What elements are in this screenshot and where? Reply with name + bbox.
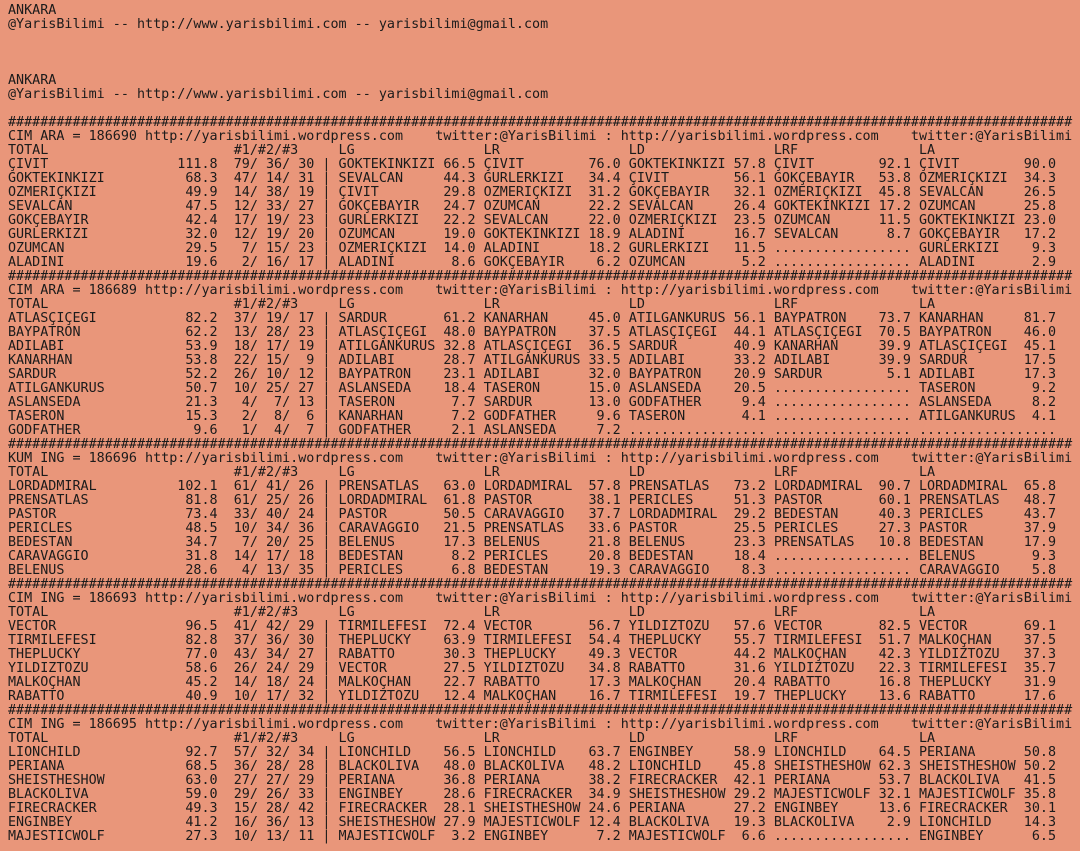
table-header: TOTAL #1/#2/#3 LG LR LD LRF LA — [8, 298, 936, 312]
table-row: GÖKÇEBAYIR 42.4 17/ 19/ 23 | GÜRLERKIZI 22.2 SEVALCAN 22.0 ÖZMERIÇKIZI 23.5 ÖZÜMCAN 11.5 GÖKTEKINKIZI 23.0 — [8, 214, 1057, 228]
table-row: RABATTO 40.9 10/ 17/ 32 | YILDIZTOZU 12.4 MALKOÇHAN 16.7 TIRMILEFESI 19.7 THEPLUCKY 13.6 RABATTO 17.6 — [8, 690, 1057, 704]
table-row: ÖZMERIÇKIZI 49.9 14/ 38/ 19 | ÇIVIT 29.8 ÖZMERIÇKIZI 31.2 GÖKÇEBAYIR 32.1 ÖZMERIÇKIZI 45.8 SEVALCAN 26.5 — [8, 186, 1057, 200]
masthead-contact: @YarisBilimi -- http://www.yarisbilimi.com -- yarisbilimi@gmail.com — [8, 88, 549, 102]
table-row: ENGINBEY 41.2 16/ 36/ 13 | SHEISTHESHOW 27.9 MAJESTICWOLF 12.4 BLACKOLIVA 19.3 BLACKOLIVA 2.9 LIONCHILD 14.3 — [8, 816, 1057, 830]
table-row: TIRMILEFESI 82.8 37/ 36/ 30 | THEPLUCKY 63.9 TIRMILEFESI 54.4 THEPLUCKY 55.7 TIRMILEFESI 51.7 MALKOÇHAN 37.5 — [8, 634, 1057, 648]
masthead-contact: @YarisBilimi -- http://www.yarisbilimi.com -- yarisbilimi@gmail.com — [8, 18, 549, 32]
table-row: LORDADMIRAL 102.1 61/ 41/ 26 | PRENSATLAS 63.0 LORDADMIRAL 57.8 PRENSATLAS 73.2 LORDADMIRAL 90.7 LORDADMIRAL 65.8 — [8, 480, 1057, 494]
blank-line — [8, 32, 1080, 46]
table-row: GÜRLERKIZI 32.0 12/ 19/ 20 | ÖZÜMCAN 19.0 GÖKTEKINKIZI 18.9 ALADINI 16.7 SEVALCAN 8.7 GÖKÇEBAYIR 17.2 — [8, 228, 1057, 242]
table-row: MALKOÇHAN 45.2 14/ 18/ 24 | MALKOÇHAN 22.7 RABATTO 17.3 MALKOÇHAN 20.4 RABATTO 16.8 THEPLUCKY 31.9 — [8, 676, 1057, 690]
table-row: SARDUR 52.2 26/ 10/ 12 | BAYPATRON 23.1 ADILABI 32.0 BAYPATRON 20.9 SARDUR 5.1 ADILABI 17.3 — [8, 368, 1057, 382]
separator-line: #################################################################################################################################### — [8, 438, 1073, 452]
block-title: CIM ING = 186695 http://yarisbilimi.wordpress.com twitter:@YarisBilimi : http://yarisbilimi.wordpress.com twitter:@YarisBilimi — [8, 718, 1073, 732]
table-row: VECTOR 96.5 41/ 42/ 29 | TIRMILEFESI 72.4 VECTOR 56.7 YILDIZTOZU 57.6 VECTOR 82.5 VECTOR 69.1 — [8, 620, 1057, 634]
table-row: PERICLES 48.5 10/ 34/ 36 | CARAVAGGIO 21.5 PRENSATLAS 33.6 PASTOR 25.5 PERICLES 27.3 PASTOR 37.9 — [8, 522, 1057, 536]
table-row: PERIANA 68.5 36/ 28/ 28 | BLACKOLIVA 48.0 BLACKOLIVA 48.2 LIONCHILD 45.8 SHEISTHESHOW 62.3 SHEISTHESHOW 50.2 — [8, 760, 1057, 774]
stats-block — [8, 116, 1080, 270]
table-header: TOTAL #1/#2/#3 LG LR LD LRF LA — [8, 144, 936, 158]
block-title: CIM ING = 186693 http://yarisbilimi.wordpress.com twitter:@YarisBilimi : http://yarisbilimi.wordpress.com twitter:@YarisBilimi — [8, 592, 1073, 606]
table-row: BLACKOLIVA 59.0 29/ 26/ 33 | ENGINBEY 28.6 FIRECRACKER 34.9 SHEISTHESHOW 29.2 MAJESTICWOLF 32.1 MAJESTICWOLF 35.8 — [8, 788, 1057, 802]
table-row: CARAVAGGIO 31.8 14/ 17/ 18 | BEDESTAN 8.2 PERICLES 20.8 BEDESTAN 18.4 ................. BELENUS 9.3 — [8, 550, 1057, 564]
stats-block — [8, 578, 1080, 704]
blank-line — [8, 60, 1080, 74]
table-row: PASTOR 73.4 33/ 40/ 24 | PASTOR 50.5 CARAVAGGIO 37.7 LORDADMIRAL 29.2 BEDESTAN 40.3 PERICLES 43.7 — [8, 508, 1057, 522]
separator-line: #################################################################################################################################### — [8, 116, 1073, 130]
table-row: ASLANSEDA 21.3 4/ 7/ 13 | TASERON 7.7 SARDUR 13.0 GODFATHER 9.4 ................. ASLANSEDA 8.2 — [8, 396, 1057, 410]
table-row: THEPLUCKY 77.0 43/ 34/ 27 | RABATTO 30.3 THEPLUCKY 49.3 VECTOR 44.2 MALKOÇHAN 42.3 YILDIZTOZU 37.3 — [8, 648, 1057, 662]
blank-line — [8, 46, 1080, 60]
block-title: CIM ARA = 186690 http://yarisbilimi.wordpress.com twitter:@YarisBilimi : http://yarisbilimi.wordpress.com twitter:@YarisBilimi — [8, 130, 1073, 144]
masthead-city: ANKARA — [8, 4, 57, 18]
table-header: TOTAL #1/#2/#3 LG LR LD LRF LA — [8, 466, 936, 480]
table-row: SEVALCAN 47.5 12/ 33/ 27 | GÖKÇEBAYIR 24.7 ÖZÜMCAN 22.2 SEVALCAN 26.4 GÖKTEKINKIZI 17.2 ÖZÜMCAN 25.8 — [8, 200, 1057, 214]
table-row: TASERON 15.3 2/ 8/ 6 | KANARHAN 7.2 GODFATHER 9.6 TASERON 4.1 ................. ATILGANKURUS 4.1 — [8, 410, 1057, 424]
table-row: ATLASÇIÇEGI 82.2 37/ 19/ 17 | SARDUR 61.2 KANARHAN 45.0 ATILGANKURUS 56.1 BAYPATRON 73.7 KANARHAN 81.7 — [8, 312, 1057, 326]
table-header: TOTAL #1/#2/#3 LG LR LD LRF LA — [8, 732, 936, 746]
table-row: ADILABI 53.9 18/ 17/ 19 | ATILGANKURUS 32.8 ATLASÇIÇEGI 36.5 SARDUR 40.9 KANARHAN 39.9 ATLASÇIÇEGI 45.1 — [8, 340, 1057, 354]
table-row: LIONCHILD 92.7 57/ 32/ 34 | LIONCHILD 56.5 LIONCHILD 63.7 ENGINBEY 58.9 LIONCHILD 64.5 PERIANA 50.8 — [8, 746, 1057, 760]
table-header: TOTAL #1/#2/#3 LG LR LD LRF LA — [8, 606, 936, 620]
separator-line: #################################################################################################################################### — [8, 578, 1073, 592]
stats-block — [8, 270, 1080, 438]
table-row: BELENUS 28.6 4/ 13/ 35 | PERICLES 6.8 BEDESTAN 19.3 CARAVAGGIO 8.3 ................. CARAVAGGIO 5.8 — [8, 564, 1057, 578]
table-row: SHEISTHESHOW 63.0 27/ 27/ 29 | PERIANA 36.8 PERIANA 38.2 FIRECRACKER 42.1 PERIANA 53.7 BLACKOLIVA 41.5 — [8, 774, 1057, 788]
table-row: YILDIZTOZU 58.6 26/ 24/ 29 | VECTOR 27.5 YILDIZTOZU 34.8 RABATTO 31.6 YILDIZTOZU 22.3 TIRMILEFESI 35.7 — [8, 662, 1057, 676]
stats-block — [8, 704, 1080, 844]
table-row: FIRECRACKER 49.3 15/ 28/ 42 | FIRECRACKER 28.1 SHEISTHESHOW 24.6 PERIANA 27.2 ENGINBEY 13.6 FIRECRACKER 30.1 — [8, 802, 1057, 816]
table-row: GODFATHER 9.6 1/ 4/ 7 | GODFATHER 2.1 ASLANSEDA 7.2 ................. ................. ................. — [8, 424, 1057, 438]
table-row: KANARHAN 53.8 22/ 15/ 9 | ADILABI 28.7 ATILGANKURUS 33.5 ADILABI 33.2 ADILABI 39.9 SARDUR 17.5 — [8, 354, 1057, 368]
separator-line: #################################################################################################################################### — [8, 270, 1073, 284]
blank-line — [8, 102, 1080, 116]
table-row: ALADINI 19.6 2/ 16/ 17 | ALADINI 8.6 GÖKÇEBAYIR 6.2 ÖZÜMCAN 5.2 ................. ALADINI 2.9 — [8, 256, 1057, 270]
table-row: ÖZÜMCAN 29.5 7/ 15/ 23 | ÖZMERIÇKIZI 14.0 ALADINI 18.2 GÜRLERKIZI 11.5 ................. GÜRLERKIZI 9.3 — [8, 242, 1057, 256]
table-row: ÇIVIT 111.8 79/ 36/ 30 | GÖKTEKINKIZI 66.5 ÇIVIT 76.0 GÖKTEKINKIZI 57.8 ÇIVIT 92.1 ÇIVIT 90.0 — [8, 158, 1057, 172]
table-row: BAYPATRON 62.2 13/ 28/ 23 | ATLASÇIÇEGI 48.0 BAYPATRON 37.5 ATLASÇIÇEGI 44.1 ATLASÇIÇEGI 70.5 BAYPATRON 46.0 — [8, 326, 1057, 340]
separator-line: #################################################################################################################################### — [8, 704, 1073, 718]
table-row: MAJESTICWOLF 27.3 10/ 13/ 11 | MAJESTICWOLF 3.2 ENGINBEY 7.2 MAJESTICWOLF 6.6 ................. ENGINBEY 6.5 — [8, 830, 1057, 844]
table-row: GÖKTEKINKIZI 68.3 47/ 14/ 31 | SEVALCAN 44.3 GÜRLERKIZI 34.4 ÇIVIT 56.1 GÖKÇEBAYIR 53.8 ÖZMERIÇKIZI 34.3 — [8, 172, 1057, 186]
stats-block — [8, 438, 1080, 578]
table-row: ATILGANKURUS 50.7 10/ 25/ 27 | ASLANSEDA 18.4 TASERON 15.0 ASLANSEDA 20.5 ................. TASERON 9.2 — [8, 382, 1057, 396]
table-row: BEDESTAN 34.7 7/ 20/ 25 | BELENUS 17.3 BELENUS 21.8 BELENUS 23.3 PRENSATLAS 10.8 BEDESTAN 17.9 — [8, 536, 1057, 550]
table-row: PRENSATLAS 81.8 61/ 25/ 26 | LORDADMIRAL 61.8 PASTOR 38.1 PERICLES 51.3 PASTOR 60.1 PRENSATLAS 48.7 — [8, 494, 1057, 508]
block-title: KUM ING = 186696 http://yarisbilimi.wordpress.com twitter:@YarisBilimi : http://yarisbilimi.wordpress.com twitter:@YarisBilimi — [8, 452, 1073, 466]
stats-blocks — [8, 116, 1080, 844]
masthead-city: ANKARA — [8, 74, 57, 88]
block-title: CIM ARA = 186689 http://yarisbilimi.wordpress.com twitter:@YarisBilimi : http://yarisbilimi.wordpress.com twitter:@YarisBilimi — [8, 284, 1073, 298]
